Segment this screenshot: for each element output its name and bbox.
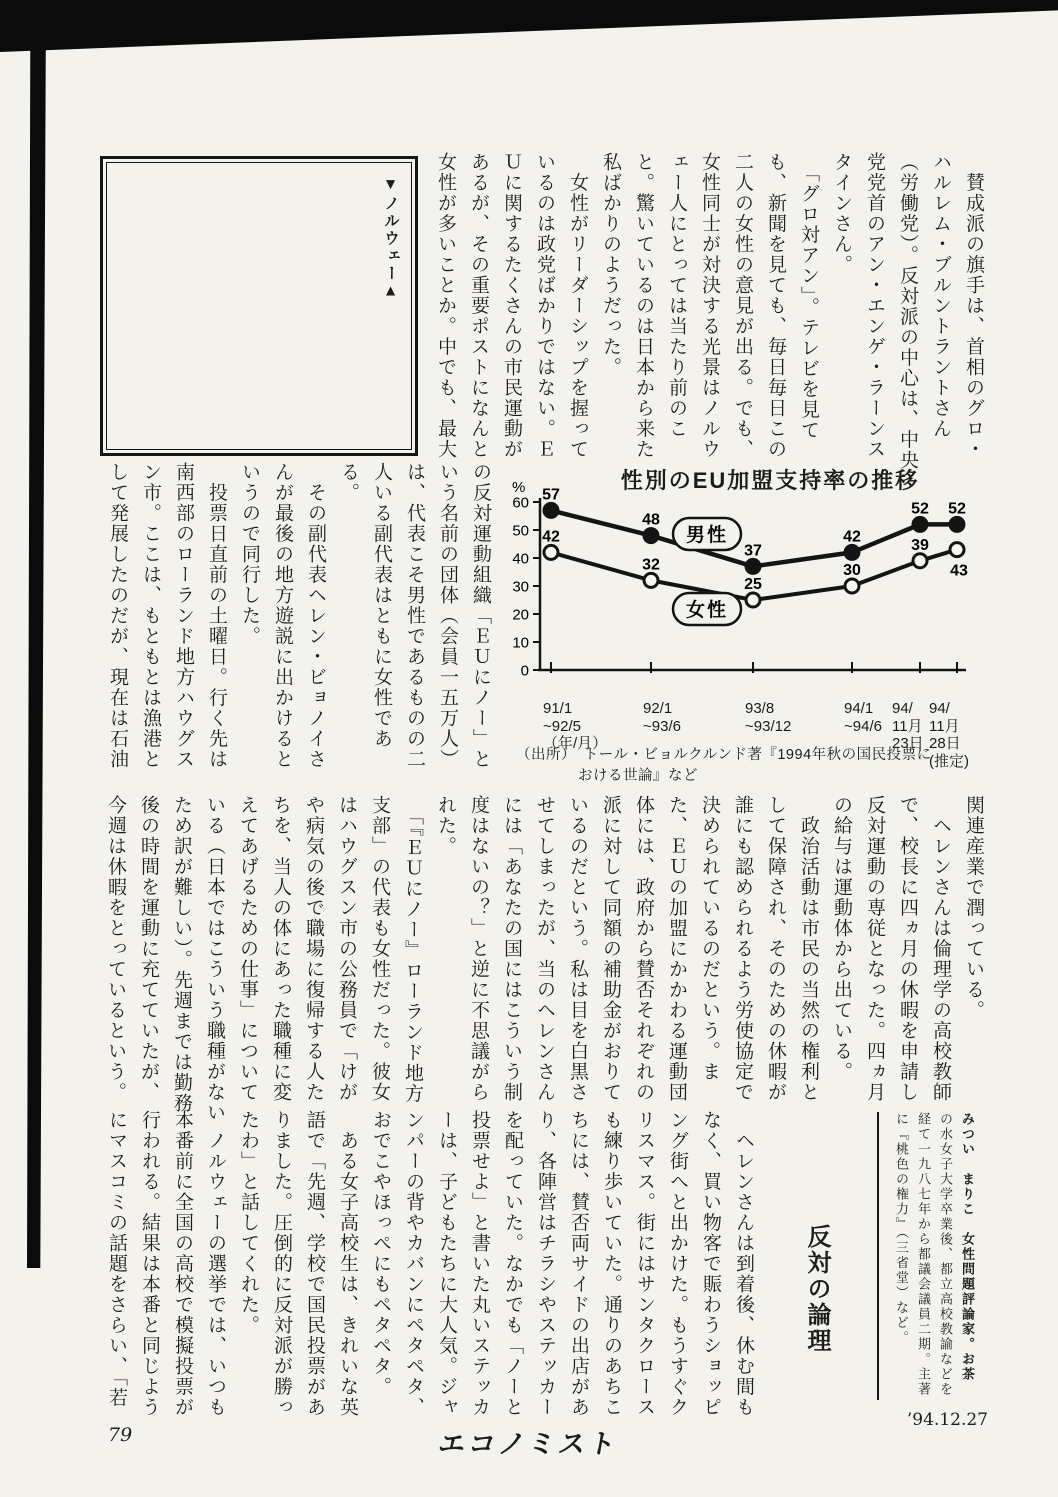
text-column: ある女子高校生は、きれいな英 <box>337 1110 358 1418</box>
norway-infobox <box>100 156 418 456</box>
text-column: リスマス。街にはサンタクロース <box>634 1110 655 1418</box>
text-column: いるのは政党ばかりではない。Ｅ <box>534 152 555 460</box>
text-column: の反対運動組織「ＥＵにノー」と <box>470 462 491 770</box>
text-column: で、校長に四ヵ月の休暇を申請し <box>897 795 918 1103</box>
y-tick-label: 40 <box>512 550 529 568</box>
text-column: 行われる。結果は本番と同じよう <box>139 1110 160 1418</box>
text-column: 「『ＥＵにノー』ローランド地方 <box>402 795 423 1104</box>
text-column: 政治活動は市民の当然の権利と <box>798 795 819 1103</box>
data-point <box>913 517 927 531</box>
article-band-1 <box>429 152 990 471</box>
y-tick-label: 10 <box>512 634 529 652</box>
text-column: 人いる副代表はともに女性であ <box>371 462 392 749</box>
text-column: 語で「先週、学校で国民投票があ <box>304 1110 325 1418</box>
text-column: いるのだという。私は目を白黒さ <box>567 795 588 1103</box>
text-column: 賛成派の旗手は、首相のグロ・ <box>963 152 984 460</box>
norway-infobox-inner-border <box>106 162 412 450</box>
text-column: んが最後の地方遊説に出かけると <box>272 462 293 770</box>
text-column: 体には、政府から賛否それぞれの <box>633 795 654 1103</box>
data-point <box>913 554 927 568</box>
data-point <box>845 545 859 559</box>
article-band-4 <box>100 1110 760 1444</box>
text-column: 反対運動の専従となった。四ヵ月 <box>864 795 885 1103</box>
data-label: 30 <box>843 562 861 579</box>
data-label: 37 <box>744 542 762 560</box>
text-column: タインさん。 <box>831 152 852 275</box>
data-label: 25 <box>744 576 762 593</box>
data-label: 32 <box>642 556 660 574</box>
section-heading: 反対の論理 <box>803 1224 830 1354</box>
text-column: 派に対して同額の補助金がおりて <box>600 795 621 1103</box>
text-column: して発展したのだが、現在は石油 <box>107 462 128 770</box>
text-column: 投票日直前の土曜日。行く先は <box>206 462 227 770</box>
text-column: 今週は休暇をとっているという。 <box>105 795 126 1103</box>
text-column: ハルレム・ブルントラントさん <box>930 152 951 439</box>
data-label: 42 <box>843 528 861 546</box>
text-column: 二人の女性の意見が出る。でも、 <box>732 152 753 460</box>
text-column: いうので同行した。 <box>239 462 260 647</box>
y-tick-label: 30 <box>512 578 529 596</box>
text-column: り、各陣営はチラシやステッカー <box>535 1110 556 1418</box>
article-band-3 <box>99 795 990 1123</box>
x-axis-label: 93/8 ~93/12 <box>745 700 792 735</box>
issue-date: ’94.12.27 <box>906 1410 988 1430</box>
y-tick-label: 20 <box>512 606 529 624</box>
y-tick-label: 50 <box>512 522 529 540</box>
text-column: た、ＥＵの加盟にかかわる運動団 <box>666 795 687 1103</box>
text-column: 支部」の代表も女性だった。彼女 <box>369 795 390 1103</box>
text-column: も、新聞を見ても、毎日毎日この <box>765 152 786 460</box>
text-column: 本番前に全国の高校で模擬投票が <box>172 1110 193 1418</box>
text-column: はハウグスン市の公務員で「けが <box>336 795 357 1103</box>
data-label: 39 <box>911 536 929 554</box>
y-tick-label: 60 <box>512 494 529 512</box>
text-column: 女性がリーダーシップを握って <box>567 152 588 460</box>
text-column: は、代表こそ男性であるものの二 <box>404 462 425 770</box>
eu-support-chart <box>500 464 1000 794</box>
text-column: なく、買い物客で賑わうショッピ <box>700 1110 721 1418</box>
text-column: ノルウェーの選挙では、いつも <box>205 1110 226 1418</box>
text-column: 南西部のローランド地方ハウグス <box>173 462 194 770</box>
data-label: 48 <box>642 511 660 529</box>
text-column: いる（日本ではこういう職種がない <box>204 795 225 1123</box>
text-column: にマスコミの話題をさらい、「若 <box>106 1110 127 1408</box>
y-axis-unit: % <box>512 479 526 496</box>
text-column: 決められているのだという。ま <box>699 795 720 1082</box>
data-point <box>544 545 558 559</box>
text-column: ちを、当人の体にあった職種に変 <box>270 795 291 1103</box>
x-axis-label: 94/ 11月 28日 (推定) <box>929 700 969 770</box>
text-column: （労働党）。反対派の中心は、中央 <box>897 152 918 471</box>
text-column: 「グロ対アン」。テレビを見て <box>798 152 819 441</box>
data-label: 57 <box>542 486 560 504</box>
x-axis-label: 94/1 ~94/6 <box>844 700 882 735</box>
data-point <box>950 543 964 557</box>
text-column: ン市。ここは、もともとは漁港と <box>140 462 161 770</box>
chart-title: 性別のEU加盟支持率の推移 <box>620 468 920 493</box>
scan-artifact-left <box>27 0 46 1268</box>
text-column: 度はないの？」と逆に不思議がら <box>468 795 489 1103</box>
magazine-name <box>0 1422 1058 1461</box>
bio-divider-rule <box>877 1112 879 1400</box>
scan-artifact-top <box>0 0 1058 52</box>
norway-infobox-title: ▼ノルウェー▲ <box>382 176 399 302</box>
text-column: せてしまったが、当のヘレンさん <box>534 795 555 1103</box>
text-column: 私ばかりのようだった。 <box>600 152 621 378</box>
text-column: 経て一九八七年から都議会議員二期。主著 <box>916 1112 931 1397</box>
legend-label: 男性 <box>685 525 729 546</box>
data-point <box>746 559 760 573</box>
text-column: えてあげるための仕事」について <box>237 795 258 1103</box>
text-column: 女性同士が対決する光景はノルウ <box>699 152 720 460</box>
magazine-name-text: エコノミスト <box>435 1429 622 1459</box>
text-column: Ｕに関するたくさんの市民運動が <box>501 152 522 460</box>
text-column: して保障され、そのための休暇が <box>765 795 786 1103</box>
text-column: を配っていた。なかでも「ノーと <box>502 1110 523 1418</box>
x-axis-label: 94/ 11月 23日 <box>892 700 924 752</box>
text-column: も練り歩いていた。通りのあちこ <box>601 1110 622 1418</box>
text-column: ため訳が難しい）。先週までは勤務 <box>171 795 192 1114</box>
data-point <box>845 579 859 593</box>
data-point <box>746 593 760 607</box>
data-label: 52 <box>948 500 966 518</box>
text-column: ンパーの背やカバンにペタペタ、 <box>403 1110 424 1418</box>
text-column: ーは、子どもたちに大人気。ジャ <box>436 1110 457 1418</box>
source-line: （出所） トール・ビョルクルンド著『1994年秋の国民投票に <box>516 747 932 763</box>
x-axis-label: 92/1 ~93/6 <box>643 700 681 735</box>
text-column: の給与は運動体から出ている。 <box>831 795 852 1082</box>
legend-label: 女性 <box>685 600 729 621</box>
text-column: に『桃色の権力』（三省堂）など。 <box>894 1112 909 1346</box>
text-column: ヘレンさんは倫理学の高校教師 <box>930 795 951 1103</box>
data-label: 43 <box>950 562 968 580</box>
text-column: や病気の後で職場に復帰する人た <box>303 795 324 1103</box>
text-column: の水女子大学卒業後、都立高校教諭などを <box>938 1112 953 1397</box>
text-column: その副代表ヘレン・ビョノイさ <box>305 462 326 770</box>
text-column: ヘレンさんは到着後、休む間も <box>733 1110 754 1418</box>
text-column: る。 <box>338 462 359 503</box>
norway-infobox-text <box>126 176 402 438</box>
data-label: 42 <box>542 528 560 546</box>
text-column: 女性が多いことか。中でも、最大 <box>435 152 456 460</box>
article-band-2 <box>101 462 497 786</box>
text-column: ェー人にとっては当たり前のこ <box>666 152 687 439</box>
text-column: 後の時間を運動に充てていたが、 <box>138 795 159 1103</box>
x-axis-label: 91/1 ~92/5 （年/月） <box>543 700 608 752</box>
text-column: には「あなたの国にはこういう制 <box>501 795 522 1103</box>
text-column: たわ」と話してくれた。 <box>238 1110 259 1336</box>
text-column: と。驚いているのは日本から来た <box>633 152 654 460</box>
text-column: 誰にも認められるよう労使協定で <box>732 795 753 1103</box>
y-tick-label: 0 <box>520 662 529 680</box>
data-point <box>950 517 964 531</box>
text-column: いう名前の団体（会員一五万人） <box>437 462 458 770</box>
author-bio <box>884 1112 978 1412</box>
data-point <box>544 503 558 517</box>
page-number: 79 <box>108 1424 133 1446</box>
text-column: りました。圧倒的に反対派が勝っ <box>271 1110 292 1418</box>
source-line: おける世論』など <box>578 768 698 784</box>
text-column: 党党首のアン・エンゲ・ラーンス <box>864 152 885 460</box>
data-point <box>644 573 658 587</box>
text-column: みつい まりこ 女性問題評論家。お茶 <box>960 1112 975 1382</box>
chart-source-note <box>516 745 932 787</box>
data-point <box>644 529 658 543</box>
text-column: 投票せよ」と書いた丸いステッカ <box>469 1110 490 1418</box>
text-column: おでこやほっぺにもペタペタ。 <box>370 1110 391 1397</box>
data-label: 52 <box>911 500 929 518</box>
text-column: 関連産業で潤っている。 <box>963 795 984 1021</box>
text-column: あるが、その重要ポストになんと <box>468 152 489 460</box>
text-column: ちには、賛否両サイドの出店があ <box>568 1110 589 1418</box>
text-column: ング街へと出かけた。もうすぐク <box>667 1110 688 1418</box>
text-column: れた。 <box>435 795 456 857</box>
